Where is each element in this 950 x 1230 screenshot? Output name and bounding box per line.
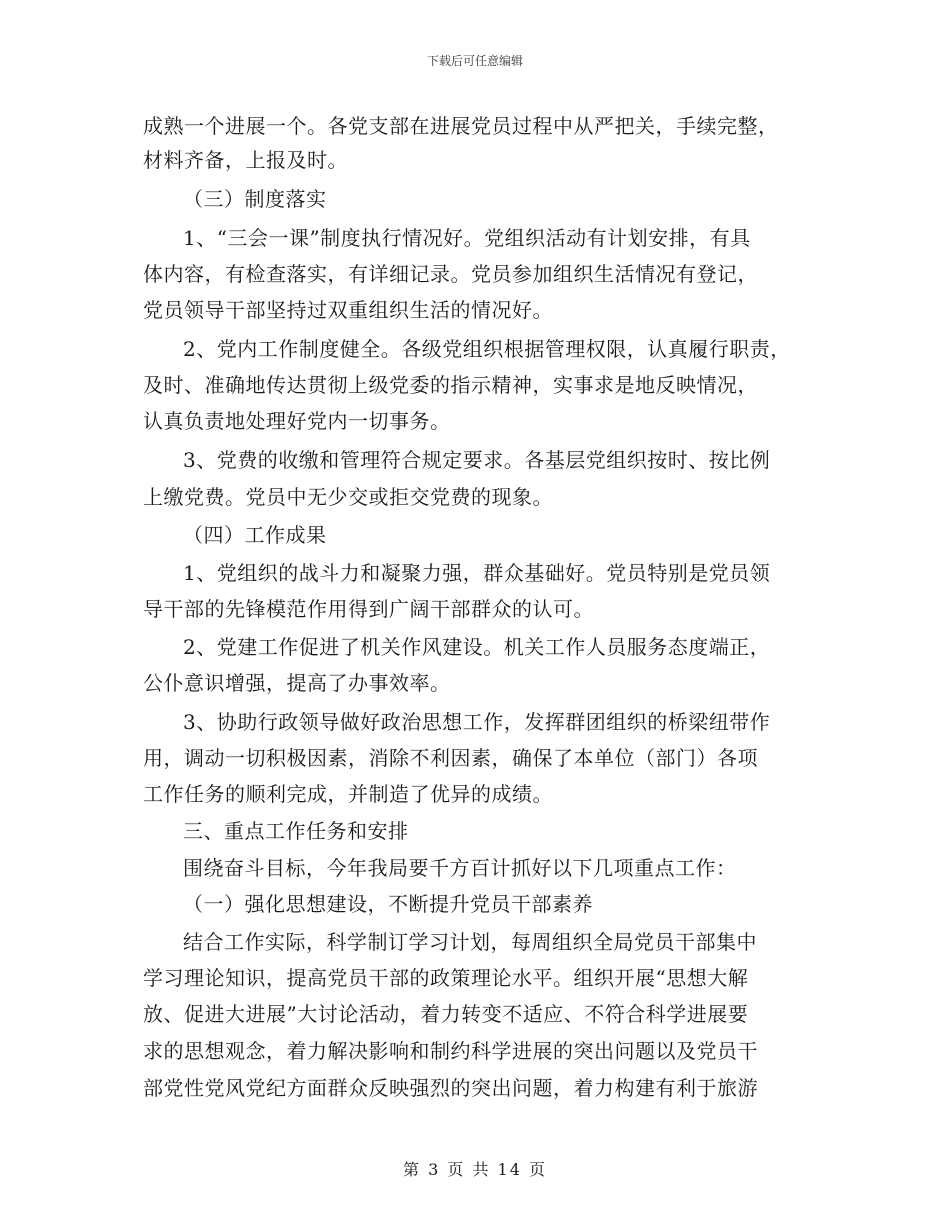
text-line: 2、党建工作促进了机关作风建设。机关工作人员服务态度端正， <box>183 635 771 659</box>
text-line: 3、党费的收缴和管理符合规定要求。各基层党组织按时、按比例 <box>183 448 771 472</box>
section-heading: 三、重点工作任务和安排 <box>183 819 409 843</box>
text-line: 2、党内工作制度健全。各级党组织根据管理权限，认真履行职责， <box>183 337 791 361</box>
text-line: 导干部的先锋模范作用得到广阔干部群众的认可。 <box>143 597 594 621</box>
text-line: 公仆意识增强，提高了办事效率。 <box>143 671 451 695</box>
text-line: 党员领导干部坚持过双重组织生活的情况好。 <box>143 298 553 322</box>
section-heading: （一）强化思想建设，不断提升党员干部素养 <box>183 892 593 916</box>
text-line: 围绕奋斗目标，今年我局要千方百计抓好以下几项重点工作： <box>183 856 737 880</box>
text-line: 材料齐备，上报及时。 <box>143 148 348 172</box>
text-line: 体内容，有检查落实，有详细记录。党员参加组织生活情况有登记， <box>143 262 758 286</box>
text-line: 认真负责地处理好党内一切事务。 <box>143 409 451 433</box>
text-line: 用，调动一切积极因素，消除不利因素，确保了本单位（部门）各项 <box>143 746 758 770</box>
text-line: 部党性党风党纪方面群众反映强烈的突出问题，着力构建有利于旅游 <box>143 1076 758 1100</box>
section-heading: （四）工作成果 <box>183 523 327 547</box>
page-number-footer: 第 3 页 共 14 页 <box>403 1160 547 1179</box>
text-line: 学习理论知识，提高党员干部的政策理论水平。组织开展“思想大解 <box>143 966 749 990</box>
text-line: 及时、准确地传达贯彻上级党委的指示精神，实事求是地反映情况， <box>143 373 758 397</box>
text-line: 工作任务的顺利完成，并制造了优异的成绩。 <box>143 782 553 806</box>
text-line: 成熟一个进展一个。各党支部在进展党员过程中从严把关，手续完整， <box>143 114 779 138</box>
text-line: 1、“三会一课”制度执行情况好。党组织活动有计划安排，有具 <box>183 226 751 250</box>
text-line: 放、促进大进展”大讨论活动，着力转变不适应、不符合科学进展要 <box>143 1002 749 1026</box>
text-line: 上缴党费。党员中无少交或拒交党费的现象。 <box>143 485 553 509</box>
text-line: 3、协助行政领导做好政治思想工作，发挥群团组织的桥梁纽带作 <box>183 710 771 734</box>
section-heading: （三）制度落实 <box>183 187 327 211</box>
text-line: 结合工作实际，科学制订学习计划，每周组织全局党员干部集中 <box>183 930 757 954</box>
text-line: 求的思想观念，着力解决影响和制约科学进展的突出问题以及党员干 <box>143 1039 758 1063</box>
header-note: 下载后可任意编辑 <box>426 54 523 68</box>
text-line: 1、党组织的战斗力和凝聚力强，群众基础好。党员特别是党员领 <box>183 561 771 585</box>
